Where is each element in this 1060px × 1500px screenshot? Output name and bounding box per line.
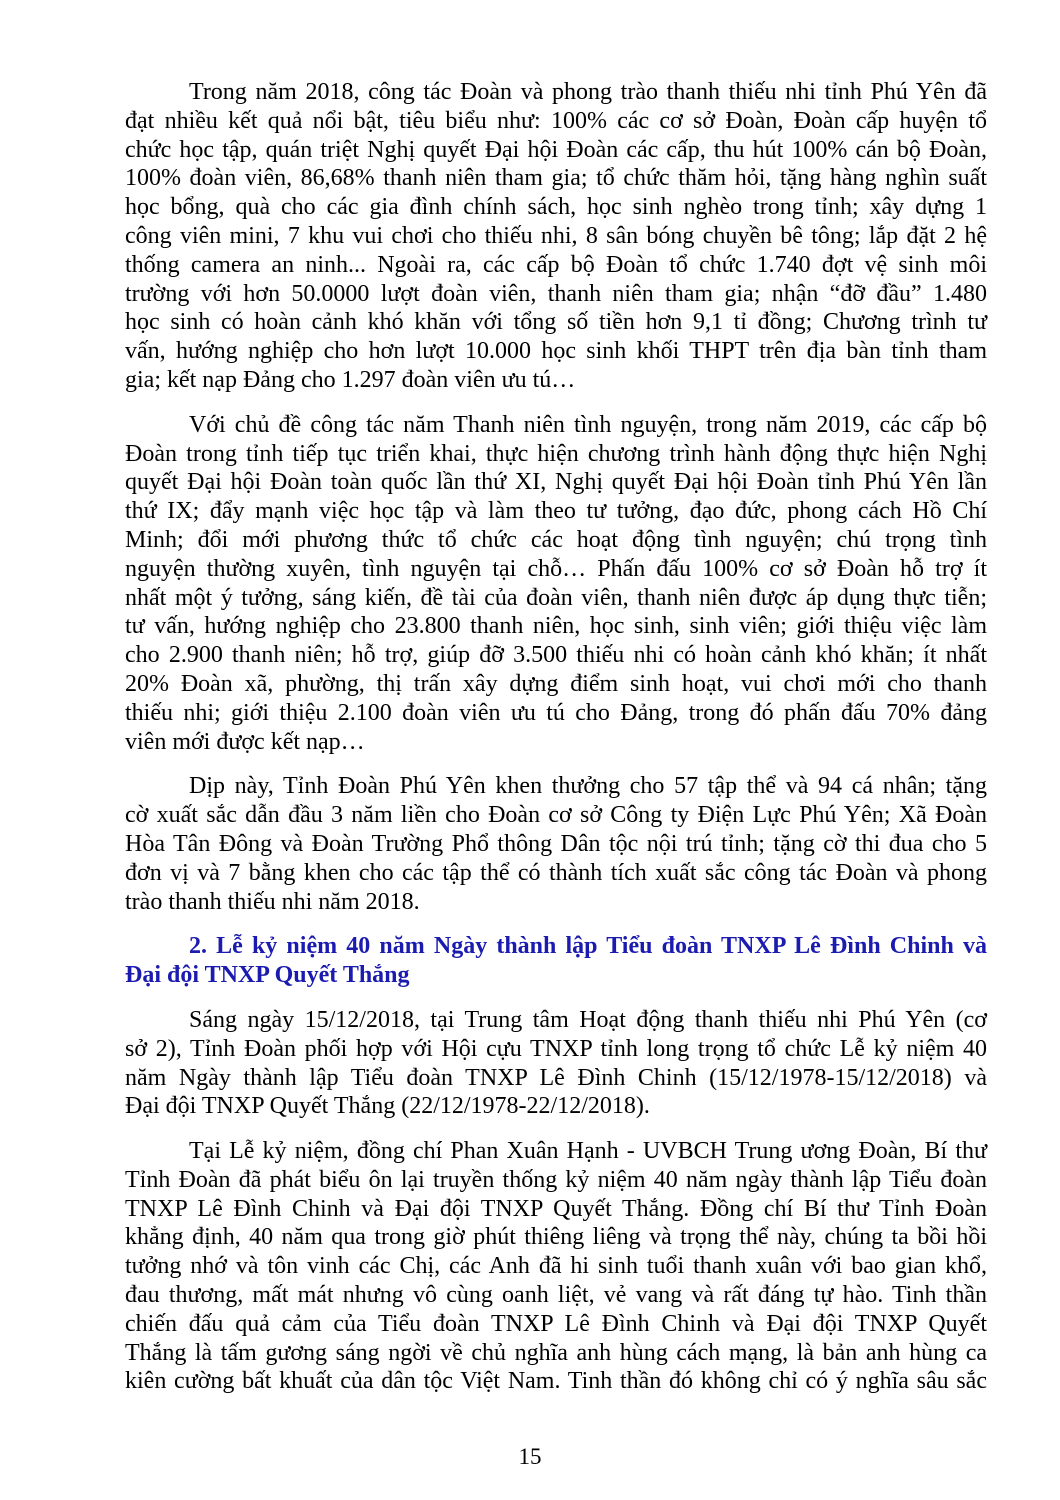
heading-line: Đại đội TNXP Quyết Thắng — [125, 962, 410, 989]
text-line: Dịp này, Tỉnh Đoàn Phú Yên khen thưởng cho 57 tập thể và 94 cá nhân; tặng — [189, 773, 987, 800]
paragraph-2018-results — [125, 78, 987, 395]
text-line: Minh; đổi mới phương thức tổ chức các hoạt động tình nguyện; chú trọng tình — [125, 526, 987, 553]
text-line: gia; kết nạp Đảng cho 1.297 đoàn viên ưu tú… — [125, 366, 576, 393]
text-line: khẳng định, 40 năm qua trong giờ phút thiêng liêng và trọng thể này, chúng ta bồi hồi — [125, 1224, 987, 1251]
text-line: đơn vị và 7 bằng khen cho các tập thể có thành tích xuất sắc công tác Đoàn và phong — [125, 859, 987, 886]
text-line: cờ xuất sắc dẫn đầu 3 năm liền cho Đoàn cơ sở Công ty Điện Lực Phú Yên; Xã Đoàn — [125, 802, 987, 829]
text-line: 20% Đoàn xã, phường, thị trấn xây dựng điểm sinh hoạt, vui chơi mới cho thanh — [125, 670, 987, 697]
text-line: học bổng, quà cho các gia đình chính sách, học sinh nghèo trong tỉnh; xây dựng 1 — [125, 194, 987, 221]
text-line: Thắng là tấm gương sáng ngời về chủ nghĩa anh hùng cách mạng, là bản anh hùng ca — [125, 1339, 987, 1366]
text-line: trào thanh thiếu nhi năm 2018. — [125, 888, 420, 915]
text-line: nguyện thường xuyên, tình nguyện tại chỗ… Phấn đấu 100% cơ sở Đoàn hỗ trợ ít — [125, 555, 987, 582]
text-line: tư vấn, hướng nghiệp cho 23.800 thanh niên, học sinh, sinh viên; giới thiệu việc làm — [125, 613, 987, 640]
text-line: cho 2.900 thanh niên; hỗ trợ, giúp đỡ 3.500 thiếu nhi có hoàn cảnh khó khăn; ít nhất — [125, 642, 987, 669]
text-line: học sinh có hoàn cảnh khó khăn với tổng số tiền hơn 9,1 tỉ đồng; Chương trình tư — [125, 309, 987, 336]
text-line: Tại Lễ kỷ niệm, đồng chí Phan Xuân Hạnh - UVBCH Trung ương Đoàn, Bí thư — [189, 1138, 987, 1165]
text-line: chiến đấu quả cảm của Tiểu đoàn TNXP Lê Đình Chinh và Đại đội TNXP Quyết — [125, 1310, 987, 1337]
text-line: tưởng nhớ và tôn vinh các Chị, các Anh đã hi sinh tuổi thanh xuân với bao gian khổ, — [125, 1253, 987, 1280]
text-line: Đại đội TNXP Quyết Thắng (22/12/1978-22/12/2018). — [125, 1093, 650, 1120]
text-line: vấn, hướng nghiệp cho hơn lượt 10.000 học sinh khối THPT trên địa bàn tỉnh tham — [125, 338, 987, 365]
section-heading-anniversary — [125, 932, 987, 990]
text-line: quyết Đại hội Đoàn toàn quốc lần thứ XI, Nghị quyết Đại hội Đoàn tỉnh Phú Yên lần — [125, 469, 987, 496]
text-line: chức học tập, quán triệt Nghị quyết Đại hội Đoàn các cấp, thu hút 100% cán bộ Đoàn, — [125, 136, 987, 163]
paragraph-awards — [125, 772, 987, 916]
text-line: năm Ngày thành lập Tiểu đoàn TNXP Lê Đình Chinh (15/12/1978-15/12/2018) và — [125, 1064, 987, 1091]
text-line: Trong năm 2018, công tác Đoàn và phong trào thanh thiếu nhi tỉnh Phú Yên đã — [189, 79, 987, 105]
text-line: viên mới được kết nạp… — [125, 728, 365, 755]
text-line: công viên mini, 7 khu vui chơi cho thiếu nhi, 8 sân bóng chuyền bê tông; lắp đặt 2 hệ — [125, 222, 987, 249]
text-line: nhất một ý tưởng, sáng kiến, đề tài của đoàn viên, thanh niên được áp dụng thực tiễn; — [125, 584, 987, 611]
text-line: Đoàn trong tỉnh tiếp tục triển khai, thực hiện chương trình hành động thực hiện Nghị — [125, 440, 987, 467]
paragraph-2019-theme — [125, 411, 987, 757]
text-line: 100% đoàn viên, 86,68% thanh niên tham gia; tổ chức thăm hỏi, tặng hàng nghìn suất — [125, 165, 987, 192]
page-number: 15 — [518, 1444, 542, 1469]
text-line: Với chủ đề công tác năm Thanh niên tình nguyện, trong năm 2019, các cấp bộ — [189, 411, 987, 438]
text-line: đau thương, mất mát nhưng vô cùng oanh liệt, vẻ vang và rất đáng tự hào. Tinh thần — [125, 1282, 987, 1309]
text-line: đạt nhiều kết quả nổi bật, tiêu biểu như: 100% các cơ sở Đoàn, Đoàn cấp huyện tổ — [125, 107, 987, 134]
text-line: Hòa Tân Đông và Đoàn Trường Phổ thông Dân tộc nội trú tỉnh; tặng cờ thi đua cho 5 — [125, 830, 987, 857]
paragraph-ceremony-speech — [125, 1137, 987, 1396]
text-line: kiên cường bất khuất của dân tộc Việt Nam. Tinh thần đó không chỉ có ý nghĩa sâu sắc — [125, 1368, 987, 1395]
text-line: TNXP Lê Đình Chinh và Đại đội TNXP Quyết Thắng. Đồng chí Bí thư Tỉnh Đoàn — [125, 1195, 987, 1222]
text-line: thứ IX; đẩy mạnh việc học tập và làm theo tư tưởng, đạo đức, phong cách Hồ Chí — [125, 498, 987, 525]
text-line: thiếu nhi; giới thiệu 2.100 đoàn viên ưu tú cho Đảng, trong đó phấn đấu 70% đảng — [125, 699, 987, 726]
text-line: sở 2), Tỉnh Đoàn phối hợp với Hội cựu TNXP tỉnh long trọng tổ chức Lễ kỷ niệm 40 — [125, 1035, 987, 1062]
text-line: thống camera an ninh... Ngoài ra, các cấp bộ Đoàn tổ chức 1.740 đợt vệ sinh môi — [125, 251, 987, 278]
heading-line: 2. Lễ kỷ niệm 40 năm Ngày thành lập Tiểu đoàn TNXP Lê Đình Chinh và — [189, 933, 987, 960]
text-line: Tỉnh Đoàn đã phát biểu ôn lại truyền thống kỷ niệm 40 năm ngày thành lập Tiểu đoàn — [125, 1166, 987, 1193]
paragraph-ceremony-intro — [125, 1006, 987, 1121]
text-line: Sáng ngày 15/12/2018, tại Trung tâm Hoạt động thanh thiếu nhi Phú Yên (cơ — [189, 1006, 987, 1033]
text-line: trường với hơn 50.0000 lượt đoàn viên, thanh niên tham gia; nhận “đỡ đầu” 1.480 — [125, 280, 987, 307]
